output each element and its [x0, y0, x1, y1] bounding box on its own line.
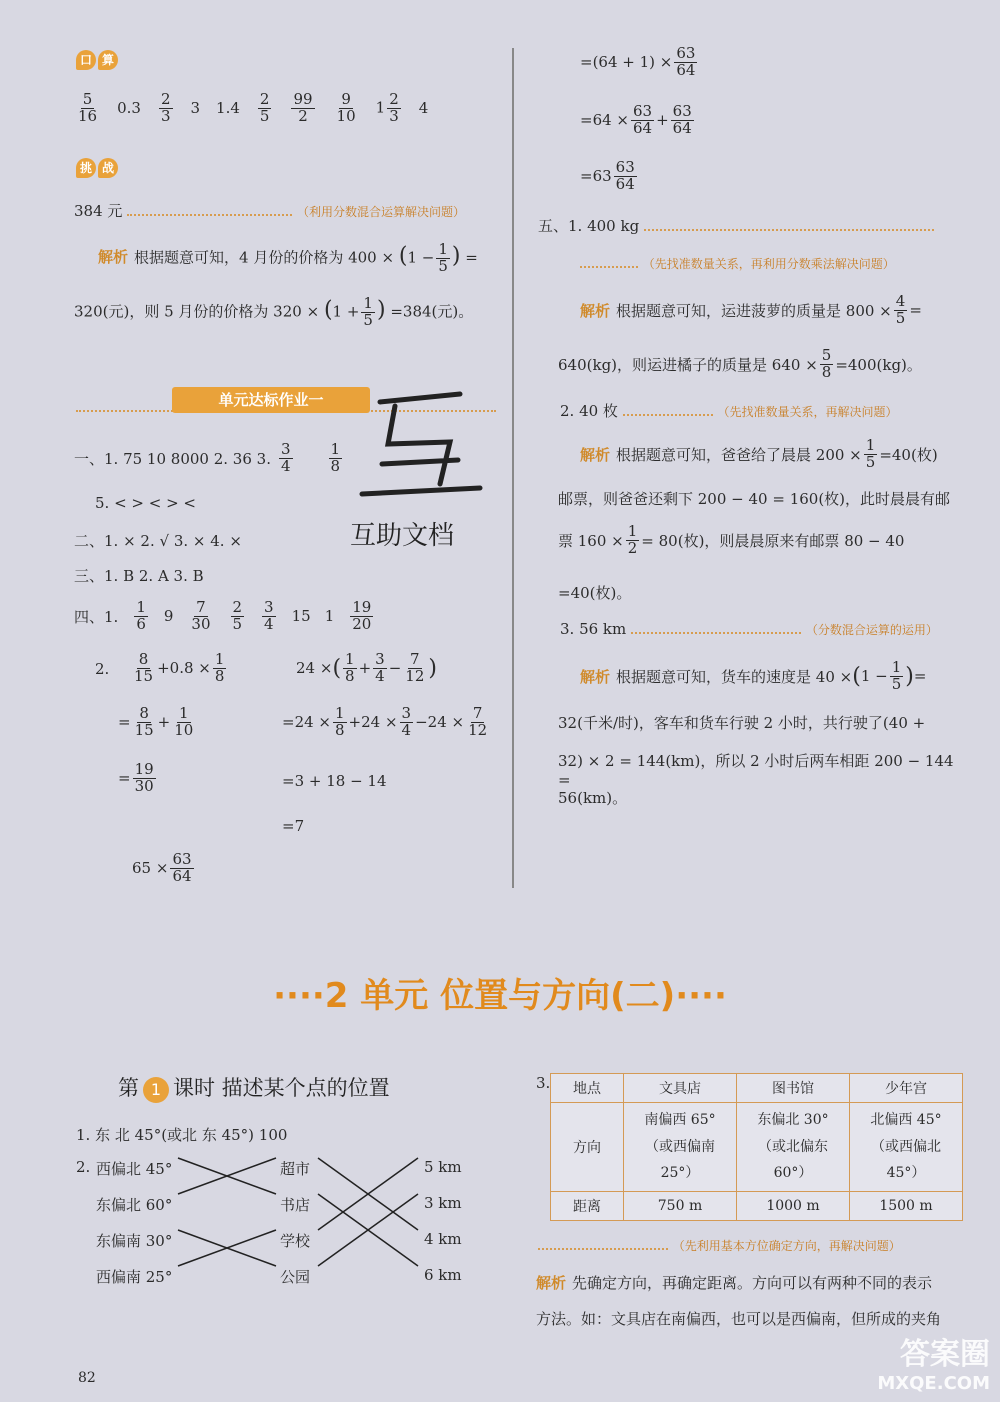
kousuan-answer: 1 $\frac{2}{3}$ [375, 90, 399, 125]
tiaozhan-line2: 320(元)，则 5 月份的价格为 320 × (1 + $\frac{1}{5}$ ) =384(元)。 [74, 294, 474, 329]
answer-5-1-b: 640(kg)，则运进橘子的质量是 640 × $\frac{5}{8}$ =400(kg)。 [558, 346, 922, 381]
answer-q3: 三、1. B 2. A 3. B [74, 567, 204, 585]
answer-5-2-c: 票 160 × $\frac{1}{2}$ = 80(枚)，则晨晨原来有邮票 80 − 40 [558, 522, 905, 557]
calc-b2: =24 × $\frac{1}{8}$ +24 × $\frac{3}{4}$ −24 × $\frac{7}{12}$ [282, 704, 488, 739]
column-divider [512, 48, 514, 888]
match-item: 公园 [280, 1268, 311, 1286]
calc-label: 2. [95, 660, 110, 678]
answer-5-1: 五、1. 400 kg [538, 215, 958, 236]
stamp-text: 互助文档 [350, 521, 455, 551]
answer-5-1-a: 解析 根据题意可知，运进菠萝的质量是 800 × $\frac{4}{5}$ = [580, 292, 922, 327]
stamp-logo [340, 384, 490, 574]
calc-a2: = $\frac{8}{15}$ + $\frac{1}{10}$ [118, 704, 194, 739]
kousuan-answer [333, 92, 360, 125]
table-header-cell: 图书馆 [737, 1074, 850, 1103]
match-item: 学校 [280, 1232, 311, 1250]
match-item: 东偏南 30° [96, 1232, 173, 1250]
fraction: $\frac{1}{5}$ [438, 240, 448, 275]
match-item: 西偏北 45° [96, 1160, 173, 1178]
kousuan-answer: 3 [190, 99, 201, 118]
table-label: 3. [536, 1074, 551, 1092]
answer-q4: 四、1. $\frac{1}{6}$ 9 $\frac{7}{30}$ $\frac{2}{5}$ $\frac{3}{4}$ 15 1 $\frac{19}{20}$ [74, 598, 372, 633]
kousuan-answer [256, 92, 274, 125]
match-item: 4 km [424, 1230, 462, 1248]
fraction: $\frac{2}{3}$ [160, 90, 171, 125]
bottom-jiexi-2: 方法。如：文具店在南偏西，也可以是西偏南，但所成的夹角 [536, 1310, 942, 1328]
kousuan-answer: 0.3 [117, 99, 141, 118]
answer-5-3-a: 解析 根据题意可知，货车的速度是 40 × ( 1 − $\frac{1}{5}$ ) = [580, 658, 927, 693]
calc-r1: =(64 + 1) × $\frac{63}{64}$ [580, 44, 696, 79]
answer-5-1-note-row: （先找准数量关系，再利用分数乘法解决问题） [580, 254, 960, 272]
match-item: 5 km [424, 1158, 462, 1176]
match-item: 6 km [424, 1266, 462, 1284]
answer-q1: 一、1. 75 10 8000 2. 36 3. $\frac{3}{4}$ $\frac{1}{8}$ [74, 440, 341, 475]
match-item: 西偏南 25° [96, 1268, 173, 1286]
match-item: 超市 [280, 1160, 311, 1178]
table-cell: 1500 m [850, 1191, 963, 1220]
calc-r2: =64 × $\frac{63}{64}$ + $\frac{63}{64}$ [580, 102, 692, 137]
table-cell: 1000 m [737, 1191, 850, 1220]
table-cell: 750 m [624, 1191, 737, 1220]
calc-a3: = $\frac{19}{30}$ [118, 760, 154, 795]
kousuan-answer [157, 92, 175, 125]
table-header-cell: 地点 [551, 1074, 624, 1103]
kousuan-answer [74, 92, 101, 125]
calc-c: 65 × $\frac{63}{64}$ [132, 850, 192, 885]
table-cell: 东偏北 30° （或北偏东 60°） [737, 1103, 850, 1192]
tiaozhan-line1: 解析 根据题意可知，4 月份的价格为 400 × (1 − $\frac{1}{5}$ ) = [98, 240, 478, 275]
answer-5-3-b: 32(千米/时)，客车和货车行驶 2 小时，共行驶了(40 + [558, 714, 926, 732]
tiaozhan-answer: 384 元 （利用分数混合运算解决问题） [74, 202, 465, 220]
calc-r3: =63 $\frac{63}{64}$ [580, 158, 635, 193]
fraction: $\frac{2}{3}$ [389, 90, 399, 125]
table-header-cell: 文具店 [624, 1074, 737, 1103]
match-left-col [96, 1158, 172, 1302]
answer-q5: 5. < > < > < [95, 494, 196, 512]
match-item: 书店 [280, 1196, 311, 1214]
fraction: $\frac{2}{5}$ [259, 90, 270, 125]
fraction: $\frac{9}{10}$ [336, 90, 356, 125]
answer-5-3-d: 56(km)。 [558, 789, 628, 807]
answer-5-3: 3. 56 km （分数混合运算的运用） [560, 620, 938, 638]
answer-5-3-c: 32) × 2 = 144(km)，所以 2 小时后两车相距 200 − 144 = [558, 752, 954, 789]
kousuan-answers [74, 92, 428, 125]
bottom-jiexi-1: 解析 先确定方向，再确定距离。方向可以有两种不同的表示 [536, 1274, 933, 1292]
lesson-answer-2-label: 2. [76, 1158, 91, 1176]
direction-table [550, 1073, 963, 1221]
kousuan-answer [289, 92, 316, 125]
answer-5-2-b: 邮票，则爸爸还剩下 200 − 40 = 160(枚)，此时晨晨有邮 [558, 490, 951, 508]
table-cell: 南偏西 65° （或西偏南 25°） [624, 1103, 737, 1192]
table-header-row [551, 1074, 963, 1103]
watermark-logo: 答案圈 MXQE.COM [877, 1337, 990, 1394]
table-row-label: 距离 [551, 1191, 624, 1220]
match-lines [168, 1150, 468, 1290]
section-banner: 单元达标作业一 [172, 387, 370, 413]
answer-5-2-a: 解析 根据题意可知，爸爸给了晨晨 200 × $\frac{1}{5}$ =40(枚) [580, 436, 938, 471]
bottom-note-row: （先利用基本方位确定方向，再解决问题） [538, 1236, 958, 1254]
unit-title: ····2 单元 位置与方向(二)···· [273, 976, 727, 1016]
tiaozhan-badge: 挑 战 [76, 158, 120, 178]
table-distance-row [551, 1191, 963, 1220]
table-header-cell: 少年宫 [850, 1074, 963, 1103]
calc-b1: 24 × ( $\frac{1}{8}$ + $\frac{3}{4}$ − $\frac{7}{12}$ ) [296, 650, 437, 685]
lesson-answer-1: 1. 东 北 45°(或北 东 45°) 100 [76, 1126, 288, 1144]
calc-a1: $\frac{8}{15}$ +0.8 × $\frac{1}{8}$ [134, 650, 225, 685]
calc-b3: =3 + 18 − 14 [282, 772, 387, 790]
match-item: 东偏北 60° [96, 1196, 173, 1214]
answer-5-2-d: =40(枚)。 [558, 584, 632, 602]
fraction: $\frac{5}{16}$ [78, 90, 98, 125]
match-item: 3 km [424, 1194, 462, 1212]
kousuan-answer: 4 [418, 99, 429, 118]
kousuan-badge: 口 算 [76, 50, 120, 70]
page-number: 82 [78, 1370, 96, 1386]
fraction: $\frac{99}{2}$ [293, 90, 313, 125]
answer-5-2: 2. 40 枚 （先找准数量关系，再解决问题） [560, 402, 898, 420]
lesson-title: 第 1 课时 描述某个点的位置 [118, 1072, 390, 1103]
calc-b4: =7 [282, 817, 305, 835]
kousuan-answer: 1.4 [216, 99, 240, 118]
answer-q2: 二、1. × 2. √ 3. × 4. × [74, 532, 242, 550]
table-cell: 北偏西 45° （或西偏北 45°） [850, 1103, 963, 1192]
table-row-label: 方向 [551, 1103, 624, 1192]
table-direction-row [551, 1103, 963, 1192]
